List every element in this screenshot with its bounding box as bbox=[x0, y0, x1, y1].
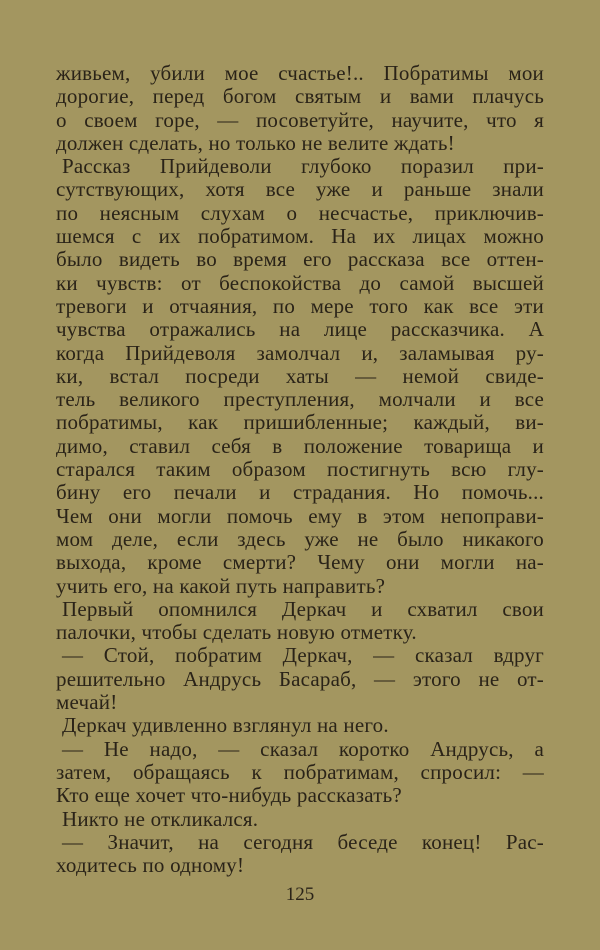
text-line: старался таким образом постигнуть всю глу- bbox=[56, 457, 544, 482]
text-line: — Значит, на сегодня беседе конец! Рас- bbox=[62, 829, 544, 854]
text-line: бину его печали и страдания. Но помочь... bbox=[56, 480, 544, 505]
text-line: палочки, чтобы сделать новую отметку. bbox=[56, 620, 417, 645]
text-line: когда Прийдеволя замолчал и, заламывая ру- bbox=[56, 340, 544, 365]
text-line: живьем, убили мое счастье!.. Побратимы мои bbox=[56, 61, 544, 85]
text-line: тревоги и отчаяния, по мере того как все эти bbox=[56, 293, 544, 318]
text-line: дорогие, перед богом святым и вами плачусь bbox=[56, 84, 544, 109]
text-line: должен сделать, но только не велите ждать! bbox=[56, 130, 455, 155]
text-line: учить его, на какой путь направить? bbox=[56, 573, 386, 598]
text-line: ки чувств: от беспокойства до самой высшей bbox=[56, 270, 544, 295]
page-number: 125 bbox=[285, 884, 315, 905]
text-line: — Не надо, — сказал коротко Андрусь, а bbox=[62, 736, 544, 761]
text-line: Деркач удивленно взглянул на него. bbox=[62, 713, 389, 738]
body-text bbox=[56, 62, 544, 877]
text-line: решительно Андрусь Басараб, — этого не от- bbox=[56, 666, 544, 691]
text-line: затем, обращаясь к побратимам, спросил: — bbox=[56, 759, 544, 784]
text-line: Чем они могли помочь ему в этом непоправи- bbox=[56, 503, 544, 528]
text-line: Рассказ Прийдеволи глубоко поразил при- bbox=[62, 154, 544, 179]
text-line: выхода, кроме смерти? Чему они могли на- bbox=[56, 550, 544, 575]
text-line: мечай! bbox=[56, 690, 118, 715]
text-line: мом деле, если здесь уже не было никакого bbox=[56, 526, 544, 551]
text-line: чувства отражались на лице рассказчика. А bbox=[56, 317, 544, 342]
text-line: ки, встал посреди хаты — немой свиде- bbox=[56, 363, 544, 388]
text-line: Никто не откликался. bbox=[62, 806, 259, 831]
text-line: Кто еще хочет что-нибудь рассказать? bbox=[56, 783, 402, 808]
text-line: тель великого преступления, молчали и все bbox=[56, 387, 544, 412]
text-line: было видеть во время его рассказа все оттен- bbox=[56, 247, 544, 272]
text-line: шемся с их побратимом. На их лицах можно bbox=[56, 224, 544, 249]
text-line: Первый опомнился Деркач и схватил свои bbox=[62, 596, 544, 621]
text-line: — Стой, побратим Деркач, — сказал вдруг bbox=[62, 643, 544, 668]
text-line: димо, ставил себя в положение товарища и bbox=[56, 433, 544, 458]
text-line: сутствующих, хотя все уже и раньше знали bbox=[56, 177, 544, 202]
text-line: по неясным слухам о несчастье, приключив- bbox=[56, 200, 544, 225]
text-line: ходитесь по одному! bbox=[56, 853, 245, 878]
text-line: о своем горе, — посоветуйте, научите, что я bbox=[56, 107, 544, 132]
text-line: побратимы, как пришибленные; каждый, ви- bbox=[56, 410, 544, 435]
